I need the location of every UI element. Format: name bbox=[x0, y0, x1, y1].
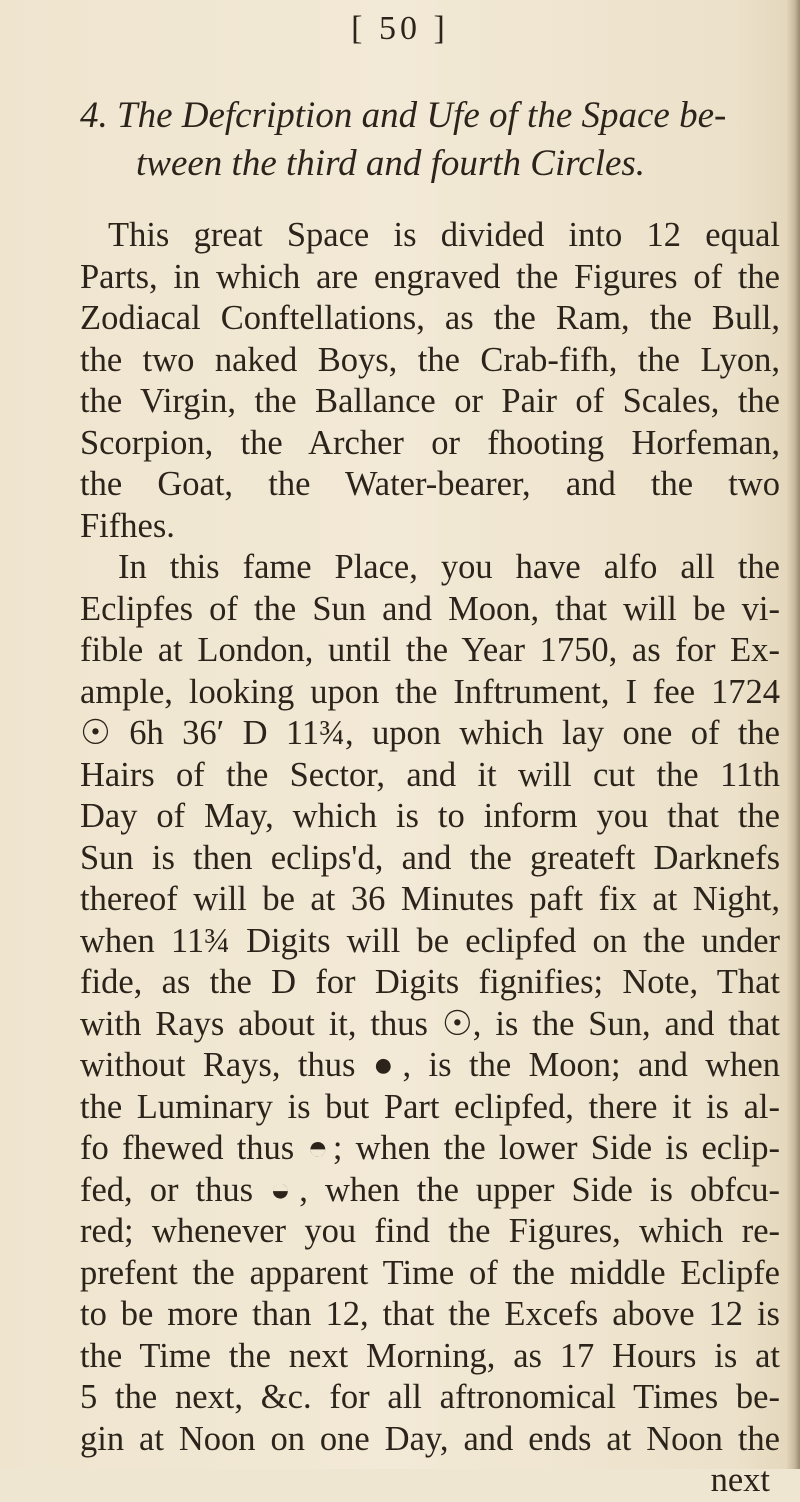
text-line: red; whenever you find the Figures, which re- bbox=[80, 1212, 780, 1250]
text-line: Eclipfes of the Sun and Moon, that will be vi- bbox=[80, 589, 780, 628]
text-line: the Virgin, the Ballance or Pair of Scales, the bbox=[80, 382, 780, 420]
text-line: Parts, in which are engraved the Figures of the bbox=[80, 257, 780, 296]
section-heading bbox=[80, 92, 780, 188]
text-line: fed, or thus ◒, when the upper Side is obfcu- bbox=[80, 1170, 780, 1209]
text-line: 5 the next, &c. for all aftronomical Times be- bbox=[80, 1378, 780, 1416]
text-line: Scorpion, the Archer or fhooting Horfeman, bbox=[80, 423, 780, 462]
page-number: [ 50 ] bbox=[351, 10, 449, 47]
text-line: the two naked Boys, the Crab-fifh, the Lyon, bbox=[80, 340, 780, 379]
text-line: This great Space is divided into 12 equal bbox=[108, 216, 780, 254]
text-line: when 11¾ Digits will be eclipfed on the under bbox=[80, 921, 780, 960]
text-line: the Luminary is but Part eclipfed, there it is al- bbox=[80, 1087, 780, 1126]
text-line: Fifhes. bbox=[80, 506, 175, 545]
text-line: without Rays, thus ●, is the Moon; and when bbox=[80, 1046, 780, 1084]
text-line: Sun is then eclips'd, and the greateft Darknefs bbox=[80, 838, 780, 877]
catchword: next bbox=[710, 1461, 770, 1499]
text-line: fo fhewed thus ◓; when the lower Side is eclip- bbox=[80, 1129, 780, 1167]
text-line: prefent the apparent Time of the middle Eclipfe bbox=[80, 1253, 780, 1292]
page-edge-shadow bbox=[786, 0, 800, 1469]
text-line: thereof will be at 36 Minutes paft fix at Night, bbox=[80, 880, 780, 918]
text-line: ☉ 6h 36′ D 11¾, upon which lay one of the bbox=[80, 714, 780, 752]
heading-line-2: tween the third and fourth Circles. bbox=[136, 143, 646, 184]
text-line: with Rays about it, thus ☉, is the Sun, and that bbox=[80, 1004, 780, 1043]
text-line: Day of May, which is to inform you that the bbox=[80, 797, 780, 835]
text-line: ample, looking upon the Inftrument, I fee 1724 bbox=[80, 672, 780, 711]
text-line: gin at Noon on one Day, and ends at Noon the bbox=[80, 1419, 780, 1458]
heading-line-1: 4. The Defcription and Ufe of the Space be- bbox=[80, 95, 727, 136]
text-line: In this fame Place, you have alfo all the bbox=[118, 548, 780, 586]
text-line: to be more than 12, that the Excefs above 12 is bbox=[80, 1295, 780, 1333]
body-text bbox=[80, 215, 780, 1502]
text-line: fible at London, until the Year 1750, as for Ex- bbox=[80, 631, 780, 669]
text-line: the Time the next Morning, as 17 Hours is at bbox=[80, 1336, 780, 1375]
text-line: Hairs of the Sector, and it will cut the 11th bbox=[80, 755, 780, 794]
text-line: fide, as the D for Digits fignifies; Note, That bbox=[80, 963, 780, 1001]
text-line: the Goat, the Water-bearer, and the two bbox=[80, 465, 780, 503]
text-line: Zodiacal Conftellations, as the Ram, the Bull, bbox=[80, 299, 780, 337]
